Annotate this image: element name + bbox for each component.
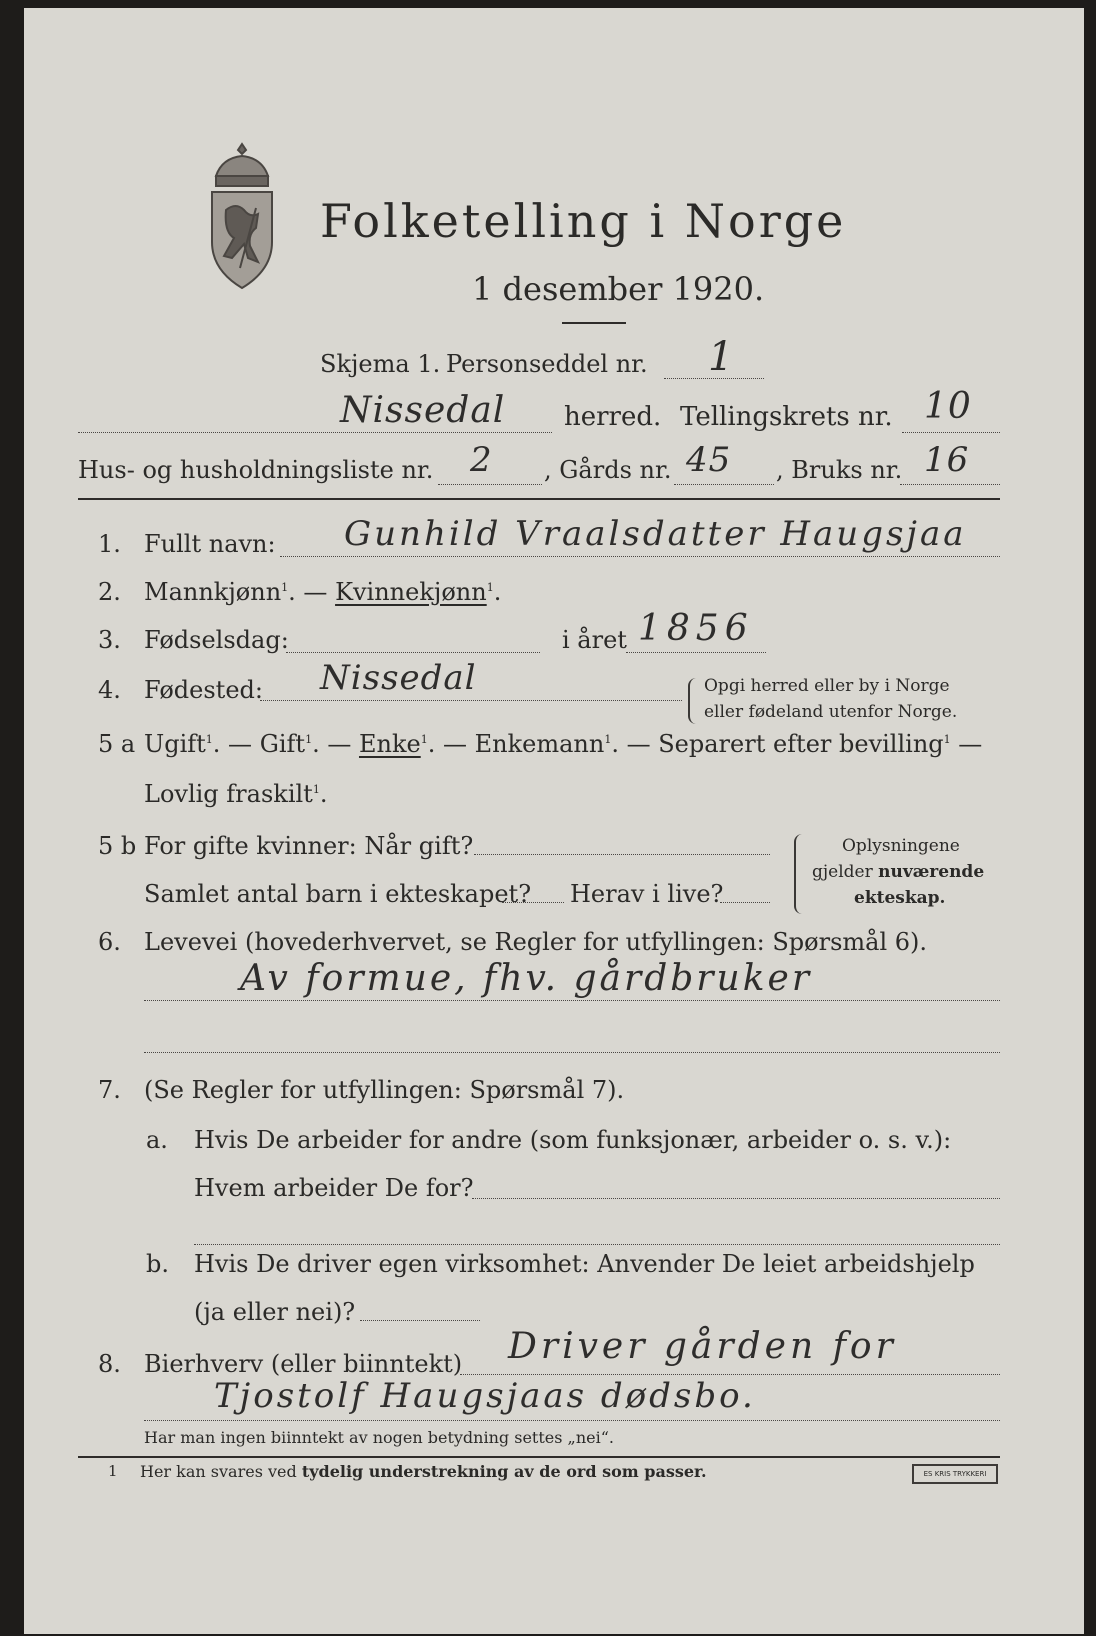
coat-of-arms-icon bbox=[196, 138, 288, 298]
footnote-text: Her kan svares ved tydelig understrekning av de ord som passer. bbox=[140, 1462, 707, 1481]
q1-number: 1. bbox=[98, 530, 121, 558]
tellingskrets-value[interactable]: 10 bbox=[924, 386, 972, 427]
q2-kvinne[interactable]: Kvinnekjønn bbox=[335, 578, 487, 606]
q8-note: Har man ingen biinntekt av nogen betydning settes „nei“. bbox=[144, 1428, 614, 1447]
q5a-fraskilt: Lovlig fraskilt$^1$. bbox=[144, 780, 328, 808]
q5b-married-when: For gifte kvinner: Når gift? bbox=[144, 832, 474, 860]
q5a-number: 5 a bbox=[98, 730, 136, 758]
q3-number: 3. bbox=[98, 626, 121, 654]
q5b-number: 5 b bbox=[98, 832, 137, 860]
q6-number: 6. bbox=[98, 928, 121, 956]
form-title: Folketelling i Norge bbox=[320, 194, 847, 248]
q5b-note-line3: ekteskap. bbox=[854, 888, 946, 908]
gards-label: , Gårds nr. bbox=[544, 456, 672, 484]
q5b-note-line1: Oplysningene bbox=[842, 836, 960, 856]
footnote-divider bbox=[78, 1456, 1000, 1458]
q7b-number: b. bbox=[146, 1250, 169, 1278]
printer-stamp: ES KRIS TRYKKERI bbox=[912, 1464, 998, 1484]
herred-label: herred. bbox=[564, 402, 662, 432]
birth-year-value[interactable]: 1856 bbox=[638, 608, 754, 649]
q3-year-label: i året bbox=[562, 626, 627, 654]
q5b-alive-label: Herav i live? bbox=[570, 880, 724, 908]
q7a-number: a. bbox=[146, 1126, 168, 1154]
q2-mann[interactable]: Mannkjønn bbox=[144, 578, 282, 606]
q8-number: 8. bbox=[98, 1350, 121, 1378]
gards-value[interactable]: 45 bbox=[686, 440, 732, 480]
herred-value[interactable]: Nissedal bbox=[340, 390, 506, 431]
bruks-value[interactable]: 16 bbox=[924, 440, 970, 480]
q7-number: 7. bbox=[98, 1076, 121, 1104]
q7a-employer-label: Hvem arbeider De for? bbox=[194, 1174, 474, 1202]
q7-label: (Se Regler for utfyllingen: Spørsmål 7). bbox=[144, 1076, 625, 1104]
secondary-income-value-line2[interactable]: Tjostolf Haugsjaas dødsbo. bbox=[214, 1376, 756, 1416]
full-name-value[interactable]: Gunhild Vraalsdatter Haugsjaa bbox=[344, 514, 967, 554]
q4-label: Fødested: bbox=[144, 676, 263, 704]
form-date: 1 desember 1920. bbox=[472, 270, 765, 308]
occupation-value[interactable]: Av formue, fhv. gårdbruker bbox=[240, 958, 813, 999]
q7b-yes-no-label: (ja eller nei)? bbox=[194, 1298, 356, 1326]
census-form-page bbox=[24, 8, 1084, 1634]
q1-label: Fullt navn: bbox=[144, 530, 276, 558]
q5b-note-line2: gjelder nuværende bbox=[812, 862, 985, 882]
tellingskrets-label: Tellingskrets nr. bbox=[680, 402, 893, 432]
title-divider bbox=[562, 322, 626, 324]
q2-sex-options: Mannkjønn$^1$. — Kvinnekjønn$^1$. bbox=[144, 578, 502, 606]
q8-label: Bierhverv (eller biinntekt) bbox=[144, 1350, 463, 1378]
personseddel-value[interactable]: 1 bbox=[708, 334, 735, 380]
q2-number: 2. bbox=[98, 578, 121, 606]
schema-label: Skjema 1. bbox=[320, 350, 441, 378]
q7b-label: Hvis De driver egen virksomhet: Anvender De leiet arbeidshjelp bbox=[194, 1250, 975, 1278]
q4-number: 4. bbox=[98, 676, 121, 704]
secondary-income-value-line1[interactable]: Driver gården for bbox=[508, 1326, 897, 1367]
section-divider bbox=[78, 498, 1000, 500]
q5b-children-label: Samlet antal barn i ekteskapet? bbox=[144, 880, 532, 908]
q6-label: Levevei (hovederhvervet, se Regler for utfyllingen: Spørsmål 6). bbox=[144, 928, 928, 956]
q5a-enke-selected[interactable]: Enke bbox=[358, 730, 421, 758]
husliste-label: Hus- og husholdningsliste nr. bbox=[78, 456, 434, 484]
husliste-value[interactable]: 2 bbox=[470, 440, 493, 480]
q5a-civil-status: Ugift$^1$. — Gift$^1$. — Enke$^1$. — Enkemann$^1$. — Separert efter bevilling$^1$ — bbox=[144, 730, 983, 758]
personseddel-label: Personseddel nr. bbox=[446, 350, 648, 378]
q4-note-line1: Opgi herred eller by i Norge bbox=[704, 676, 950, 696]
q7a-label: Hvis De arbeider for andre (som funksjonær, arbeider o. s. v.): bbox=[194, 1126, 952, 1154]
footnote-number: 1 bbox=[108, 1462, 118, 1480]
bruks-label: , Bruks nr. bbox=[776, 456, 903, 484]
q4-note-line2: eller fødeland utenfor Norge. bbox=[704, 702, 958, 722]
q3-label: Fødselsdag: bbox=[144, 626, 289, 654]
birthplace-value[interactable]: Nissedal bbox=[320, 658, 477, 698]
